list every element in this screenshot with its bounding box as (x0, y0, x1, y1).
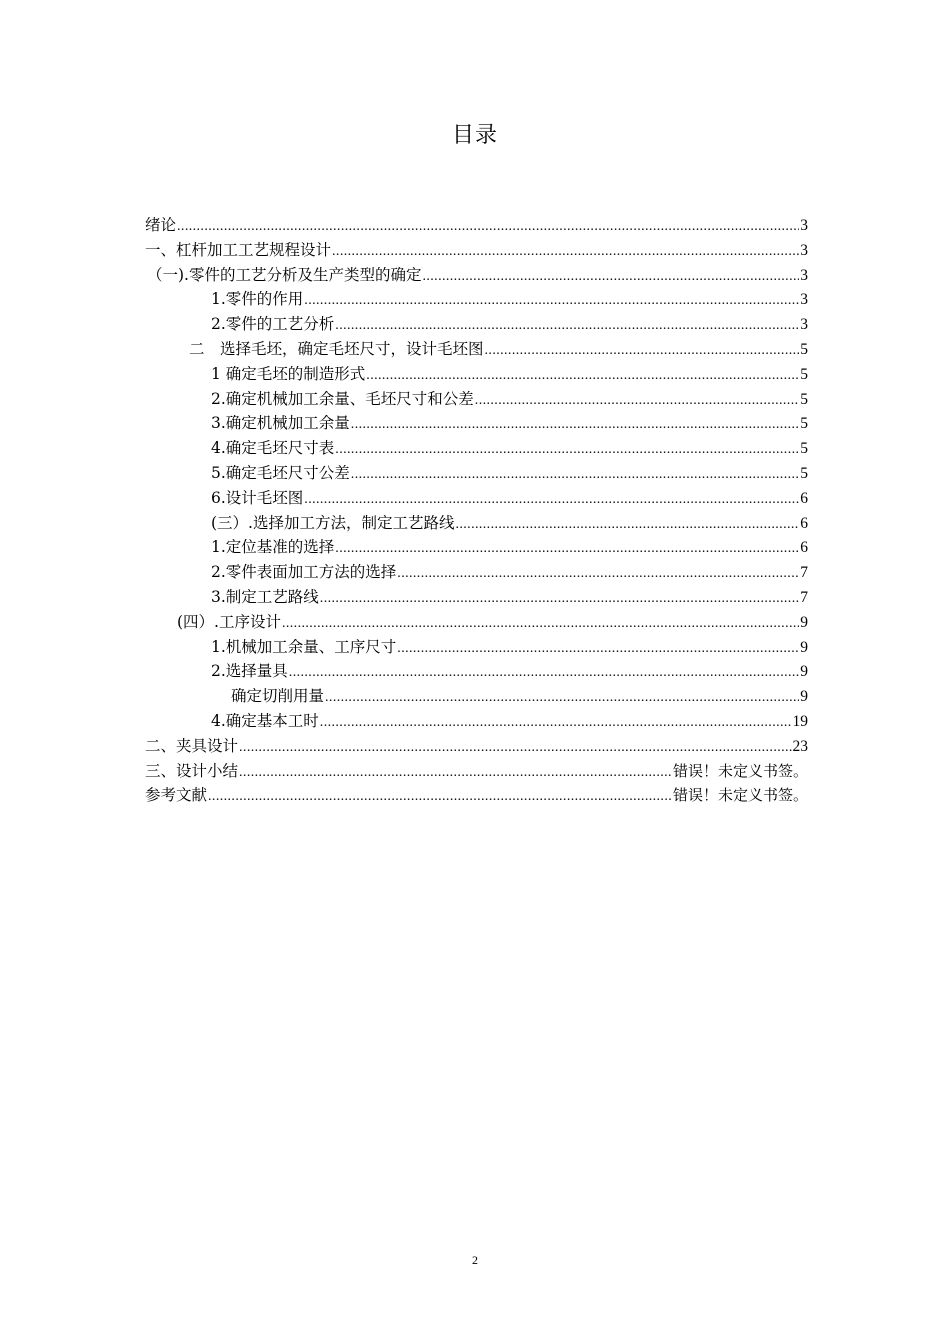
toc-leader-dots (397, 637, 799, 662)
toc-entry[interactable] (145, 337, 808, 362)
toc-leader-dots (177, 215, 799, 240)
toc-entry-page: 错误！未定义书签。 (672, 786, 808, 805)
toc-entry-label: 1 确定毛坯的制造形式 (211, 364, 366, 383)
toc-entry-page: 7 (800, 564, 808, 582)
toc-entry[interactable] (145, 411, 808, 436)
toc-entry-label: 4.确定毛坯尺寸表 (211, 439, 335, 458)
toc-leader-dots (485, 339, 800, 364)
toc-entry[interactable] (145, 238, 808, 263)
toc-entry-page: 19 (792, 712, 808, 730)
toc-leader-dots (304, 488, 799, 513)
toc-leader-dots (335, 438, 799, 463)
toc-entry-page: 9 (800, 613, 808, 631)
toc-leader-dots (325, 686, 799, 711)
toc-leader-dots (320, 587, 799, 612)
toc-entry[interactable] (145, 709, 808, 734)
toc-leader-dots (208, 785, 672, 810)
toc-entry-page: 错误！未定义书签。 (672, 761, 808, 780)
toc-leader-dots (332, 240, 799, 265)
toc-leader-dots (397, 562, 799, 587)
page-number: 2 (472, 1253, 478, 1267)
toc-leader-dots (366, 364, 799, 389)
toc-leader-dots (239, 761, 672, 786)
toc-entry[interactable] (145, 585, 808, 610)
toc-entry-page: 3 (800, 217, 808, 234)
toc-entry-label: 2.选择量具 (211, 662, 288, 681)
toc-entry[interactable] (145, 387, 808, 412)
toc-leader-dots (351, 413, 799, 438)
toc-entry-page: 6 (800, 539, 808, 557)
toc-entry-label: 二、夹具设计 (145, 736, 239, 755)
toc-entry[interactable] (145, 287, 808, 312)
document-title: 目录 (451, 123, 498, 148)
toc-entry-label: 参考文献 (145, 786, 208, 805)
toc-entry-label: 绪论 (145, 216, 177, 234)
toc-entry-page: 5 (800, 464, 808, 482)
toc-leader-dots (320, 711, 792, 736)
toc-entry-page: 5 (800, 365, 808, 383)
toc-entry[interactable] (145, 684, 808, 709)
toc-entry-page: 5 (800, 415, 808, 433)
toc-leader-dots (475, 389, 799, 414)
toc-entry-page: 5 (800, 390, 808, 408)
toc-entry-label: 3.确定机械加工余量 (211, 414, 350, 433)
toc-entry[interactable] (145, 560, 808, 585)
toc-leader-dots (239, 736, 791, 761)
toc-entry-label: (四）.工序设计 (177, 612, 281, 631)
toc-entry-label: 2.确定机械加工余量、毛坯尺寸和公差 (211, 389, 474, 408)
toc-entry-page: 3 (800, 291, 808, 309)
toc-entry-label: 2.零件的工艺分析 (211, 315, 335, 334)
toc-entry-label: （一).零件的工艺分析及生产类型的确定 (147, 265, 422, 284)
toc-entry[interactable] (145, 213, 808, 238)
toc-entry-label: 5.确定毛坯尺寸公差 (211, 463, 350, 482)
table-of-contents (145, 213, 808, 808)
toc-entry[interactable] (145, 436, 808, 461)
toc-entry[interactable] (145, 535, 808, 560)
toc-entry[interactable] (145, 635, 808, 660)
toc-entry-page: 23 (792, 737, 808, 755)
toc-leader-dots (304, 289, 799, 314)
toc-entry-page: 6 (800, 489, 808, 507)
toc-entry-page: 3 (800, 316, 808, 334)
toc-leader-dots (282, 612, 799, 637)
toc-entry-page: 9 (800, 663, 808, 681)
toc-entry-label: 一、杠杆加工工艺规程设计 (145, 240, 332, 259)
toc-entry-label: 3.制定工艺路线 (211, 587, 319, 606)
toc-entry[interactable] (145, 461, 808, 486)
toc-entry-page: 6 (800, 514, 808, 532)
toc-entry-page: 7 (800, 588, 808, 606)
toc-entry[interactable] (145, 734, 808, 759)
toc-leader-dots (289, 661, 799, 686)
toc-entry-label: 1.机械加工余量、工序尺寸 (211, 637, 397, 656)
toc-leader-dots (455, 513, 799, 538)
toc-entry-page: 3 (800, 241, 808, 259)
toc-entry-label: 2.零件表面加工方法的选择 (211, 563, 397, 582)
toc-entry[interactable] (145, 362, 808, 387)
toc-entry[interactable] (145, 659, 808, 684)
toc-entry-label: 1.定位基准的选择 (211, 538, 335, 557)
toc-entry-label: 二 选择毛坯，确定毛坯尺寸，设计毛坯图 (189, 339, 484, 358)
toc-entry-page: 9 (800, 638, 808, 656)
toc-entry[interactable] (145, 610, 808, 635)
toc-entry[interactable] (145, 759, 808, 784)
toc-entry-label: 4.确定基本工时 (211, 711, 319, 730)
toc-entry-label: 三、设计小结 (145, 761, 239, 780)
toc-entry-page: 3 (800, 266, 808, 284)
toc-entry-label: 1.零件的作用 (211, 290, 304, 309)
toc-leader-dots (422, 265, 799, 290)
toc-entry[interactable] (145, 783, 808, 808)
toc-entry[interactable] (145, 511, 808, 536)
toc-entry-label: (三）.选择加工方法，制定工艺路线 (211, 513, 455, 532)
toc-entry-label: 确定切削用量 (231, 687, 325, 706)
toc-entry[interactable] (145, 263, 808, 288)
toc-leader-dots (335, 537, 799, 562)
toc-entry-page: 9 (800, 688, 808, 706)
toc-entry[interactable] (145, 312, 808, 337)
toc-entry-label: 6.设计毛坯图 (211, 488, 304, 507)
toc-leader-dots (351, 463, 799, 488)
toc-entry-page: 5 (800, 440, 808, 458)
toc-leader-dots (335, 314, 799, 339)
toc-entry[interactable] (145, 486, 808, 511)
toc-entry-page: 5 (800, 340, 808, 358)
